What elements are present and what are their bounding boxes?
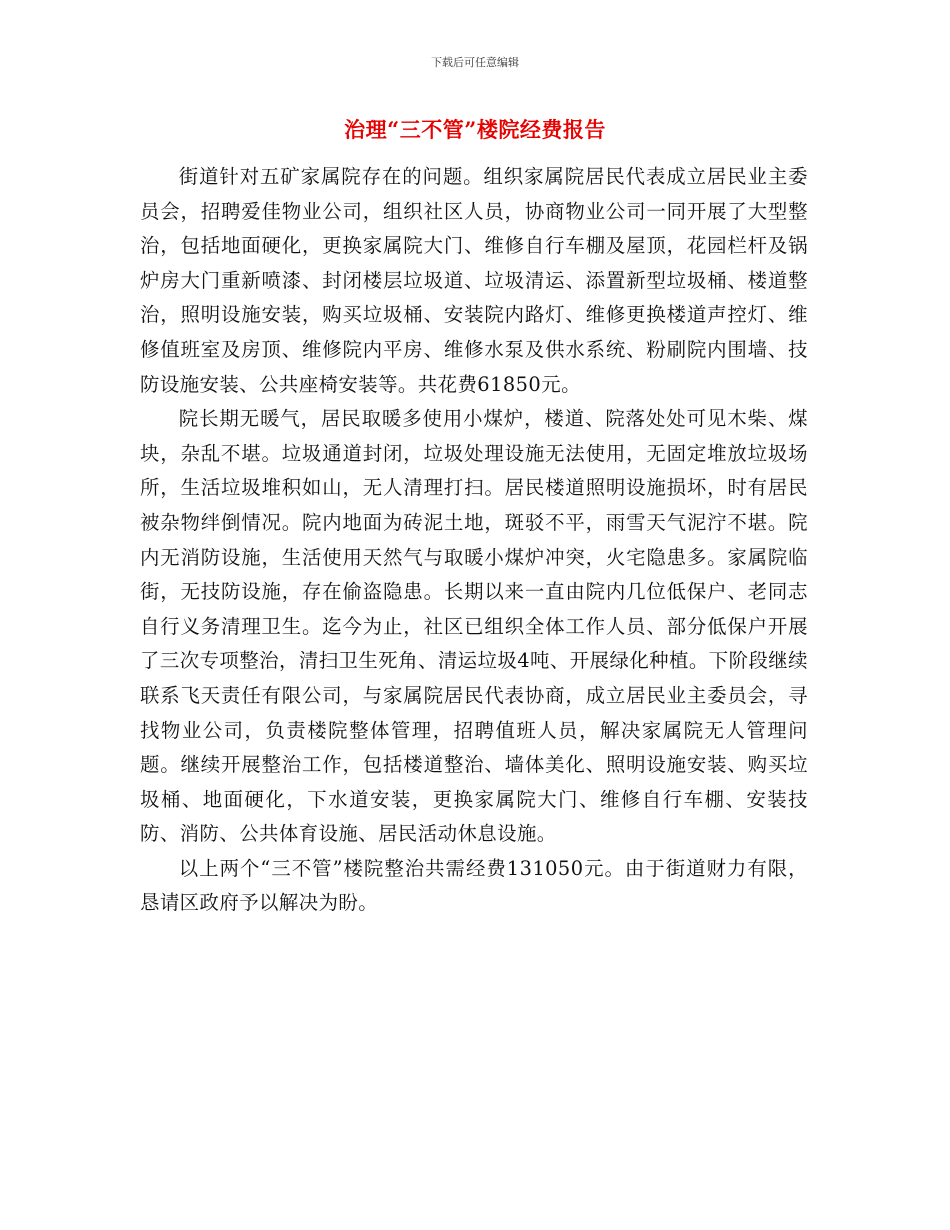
paragraph-2: 院长期无暖气，居民取暖多使用小煤炉，楼道、院落处处可见木柴、煤块，杂乱不堪。垃圾通道封闭，垃圾处理设施无法使用，无固定堆放垃圾场所，生活垃圾堆积如山，无人清理打扫。居民楼道照明设施损坏，时有居民被杂物绊倒情况。院内地面为砖泥土地，斑驳不平，雨雪天气泥泞不堪。院内无消防设施，生活使用天然气与取暖小煤炉冲突，火宅隐患多。家属院临街，无技防设施，存在偷盗隐患。长期以来一直由院内几位低保户、老同志自行义务清理卫生。迄今为止，社区已组织全体工作人员、部分低保户开展了三次专项整治，清扫卫生死角、清运垃圾4吨、开展绿化种植。下阶段继续联系飞天责任有限公司，与家属院居民代表协商，成立居民业主委员会，寻找物业公司，负责楼院整体管理，招聘值班人员，解决家属院无人管理问题。继续开展整治工作，包括楼道整治、墙体美化、照明设施安装、购买垃圾桶、地面硬化，下水道安装，更换家属院大门、维修自行车棚、安装技防、消防、公共体育设施、居民活动休息设施。: [140, 407, 808, 846]
paragraph-3: 以上两个“三不管”楼院整治共需经费131050元。由于街道财力有限，恳请区政府予以解决为盼。: [140, 856, 808, 915]
document-title: 治理“三不管”楼院经费报告: [344, 117, 606, 142]
page-header-note: 下载后可任意编辑: [431, 56, 519, 69]
document-body: [140, 160, 808, 921]
paragraph-1: 街道针对五矿家属院存在的问题。组织家属院居民代表成立居民业主委员会，招聘爱佳物业公司，组织社区人员，协商物业公司一同开展了大型整治，包括地面硬化，更换家属院大门、维修自行车棚及屋顶，花园栏杆及锅炉房大门重新喷漆、封闭楼层垃圾道、垃圾清运、添置新型垃圾桶、楼道整治，照明设施安装，购买垃圾桶、安装院内路灯、维修更换楼道声控灯、维修值班室及房顶、维修院内平房、维修水泵及供水系统、粉刷院内围墙、技防设施安装、公共座椅安装等。共花费61850元。: [140, 165, 808, 396]
